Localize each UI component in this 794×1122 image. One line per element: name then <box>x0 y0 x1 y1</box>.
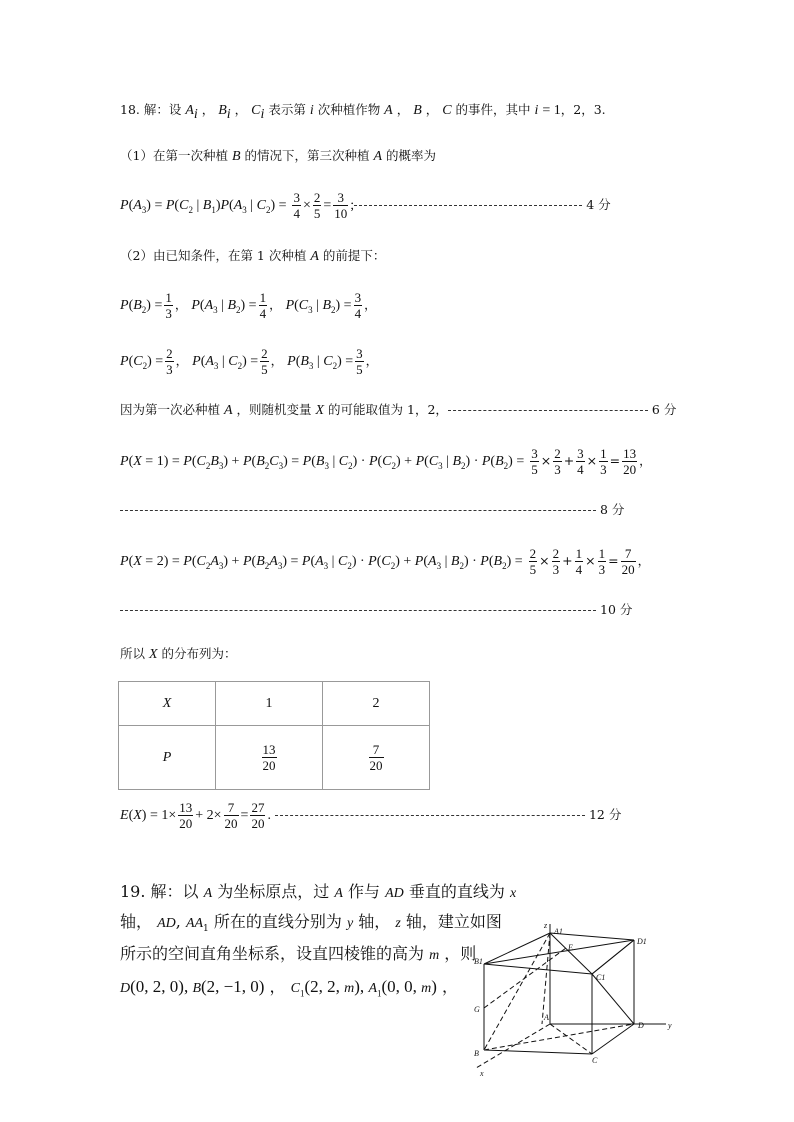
label-e: E <box>568 943 573 952</box>
expectation: E(X) = 1× $\frac{13}{20}$ + 2× $\frac{7}{20}$ = $\frac{27}{20}$ . 12 分 <box>120 800 622 831</box>
diag-a1-c1 <box>550 933 592 974</box>
label-d: D <box>638 1021 644 1030</box>
label-x: x <box>480 1069 484 1078</box>
px2-formula: $P(X = 2) = P(C_2A_3) + P(B_2A_3) = P(A_3$ | $C_2) \cdot P(C_2) + P(A_3$ | $B_2) \cdot P(B_2)$ = $\frac{2}{5}$ × $\frac{2}{3}$ + $\frac{1}{4}$ × $\frac{1}{3}$ = $\frac{7}{20}$ ， <box>120 546 651 577</box>
line-c: $P(C_2)$ = $\frac{2}{3}$ ， $P(A_3$ | $C_2$) = $\frac{2}{5}$ ， $P(B_3$ | $C_2$) = $\frac{3}{5}$ ， <box>120 346 379 377</box>
q19-line1: 19. 解：以 A 为坐标原点，过 A 作与 AD 垂直的直线为 x <box>120 882 517 901</box>
q18-intro: 18. 解：设 $A_i$ ， $B_i$ ， $C_i$ 表示第 i 次种植作物 A ， B ， C 的事件，其中 i = 1，2，3. <box>120 102 606 122</box>
px1-formula: $P(X = 1) = P(C_2B_3) + P(B_2C_3) = P(B_3$ | $C_2) \cdot P(C_2) + P(C_3$ | $B_2) \cdot P(B_2)$ = $\frac{3}{5}$ × $\frac{2}{3}$ + $\frac{3}{4}$ × $\frac{1}{3}$ = $\frac{13}{20}$ ， <box>120 446 652 477</box>
q19-line3: 所示的空间直角坐标系，设直四棱锥的高为 m ，则 <box>120 944 477 963</box>
dist-heading: 所以 X 的分布列为： <box>120 646 237 662</box>
px2-score: 10 分 <box>120 604 632 617</box>
part1-formula: $P(A_3) = P(C_2$ | $B_1)P(A_3$ | $C_2$) = $\frac{3}{4}$ × $\frac{2}{5}$ = $\frac{3}{10}$ ; 4 分 <box>120 190 611 221</box>
because-line: 因为第一次必种植 A ，则随机变量 X 的可能取值为 1，2， 6 分 <box>120 402 677 418</box>
label-y: y <box>668 1021 672 1030</box>
table-header-1: 1 <box>216 682 323 726</box>
part1-heading: （1）在第一次种植 B 的情况下，第三次种植 A 的概率为 <box>120 148 436 164</box>
table-header-x: X <box>119 682 216 726</box>
distribution-table <box>118 681 430 790</box>
line-b: $P(B_2)$ = $\frac{1}{3}$ ， $P(A_3$ | $B_2$) = $\frac{1}{4}$ ， $P(C_3$ | $B_2$) = $\frac{3}{4}$ ， <box>120 290 377 321</box>
face-line <box>592 940 634 974</box>
q19-line4: D(0, 2, 0), B(2, −1, 0) ， $C_1(2$, 2, m), $A_1(0$, 0, m) ， <box>120 977 459 999</box>
dash-a1-b <box>484 933 550 1050</box>
label-b1: B1 <box>474 957 483 966</box>
label-b: B <box>474 1049 479 1058</box>
edge-b1-a1 <box>484 933 550 964</box>
label-g: G <box>474 1005 480 1014</box>
coordinate-figure <box>470 920 680 1078</box>
q19-line2: 轴， AD, $AA_1$ 所在的直线分别为 y 轴， z 轴，建立如图 <box>120 912 502 935</box>
dash-a1-a <box>542 933 550 1024</box>
dash-b-d <box>484 1024 634 1050</box>
table-cell-p2: $\frac{7}{20}$ <box>323 726 430 790</box>
dash-a-c <box>550 1024 592 1054</box>
label-a1: A1 <box>554 927 563 936</box>
label-a: A <box>544 1013 549 1022</box>
table-header-2: 2 <box>323 682 430 726</box>
part2-heading: （2）由已知条件，在第 1 次种植 A 的前提下： <box>120 248 386 264</box>
label-c: C <box>592 1056 598 1065</box>
x-axis <box>476 1024 550 1068</box>
label-z: z <box>544 921 548 930</box>
diag-b1-d1 <box>484 940 634 964</box>
label-c1: C1 <box>596 973 606 982</box>
px1-score: 8 分 <box>120 504 624 517</box>
table-row-p: P <box>119 726 216 790</box>
label-d1: D1 <box>637 937 647 946</box>
edge-c-d <box>592 1024 634 1054</box>
table-cell-p1: $\frac{13}{20}$ <box>216 726 323 790</box>
